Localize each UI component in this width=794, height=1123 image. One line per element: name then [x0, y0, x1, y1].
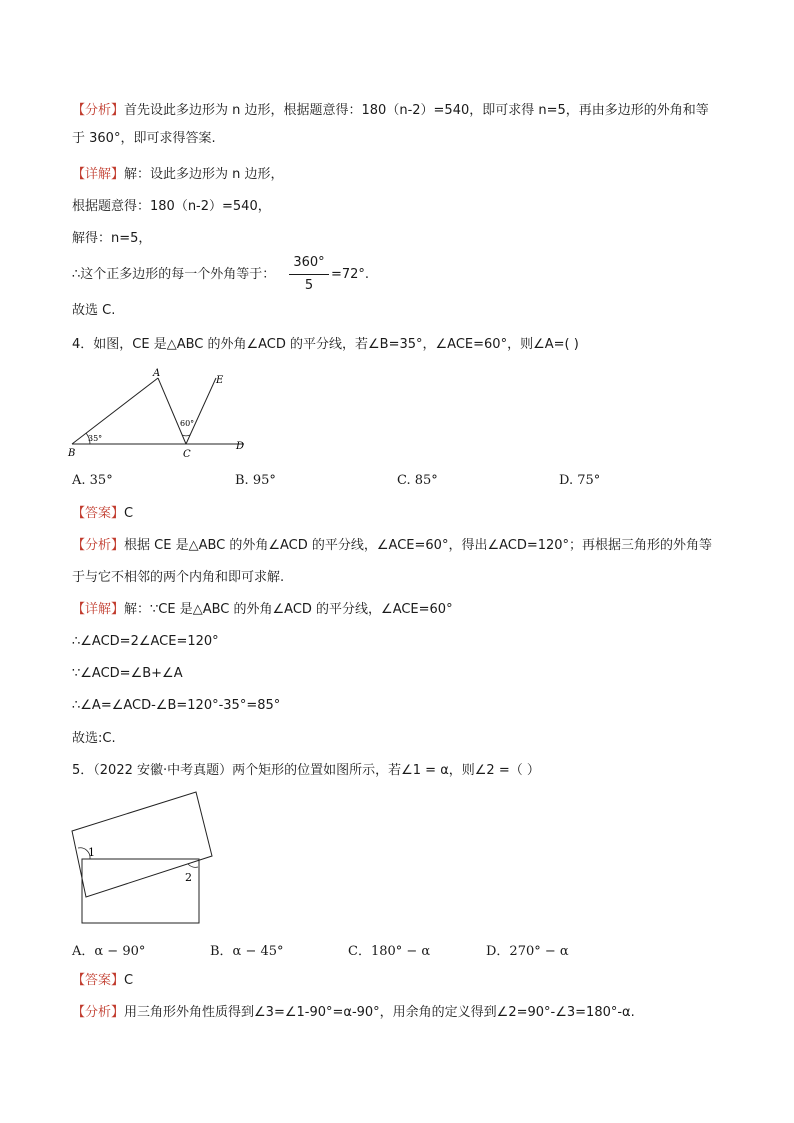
q5-stem: 5．（2022 安徽·中考真题）两个矩形的位置如图所示，若∠1 = α，则∠2 =（ ）	[72, 763, 540, 778]
q5-figure	[64, 786, 224, 930]
analysis-text-1: 首先设此多边形为 n 边形，根据题意得：180（n-2）=540，即可求得 n=5，再由多边形的外角和等	[124, 103, 709, 118]
q4-detail-text-1: 解：∵CE 是△ABC 的外角∠ACD 的平分线，∠ACE=60°	[124, 602, 453, 617]
q4-angle-c: 60°	[180, 419, 195, 428]
q4-analysis-text-1: 根据 CE 是△ABC 的外角∠ACD 的平分线，∠ACE=60°，得出∠ACD=120°；再根据三角形的外角等	[124, 538, 713, 553]
q4-answer-tag: 【答案】	[72, 506, 125, 521]
q4-analysis-1	[72, 537, 712, 555]
q5-option-a: A．α − 90°	[72, 944, 146, 959]
q4-analysis-tag: 【分析】	[72, 538, 125, 553]
q4-option-b: B. 95°	[235, 473, 276, 488]
q5-option-c: C．180° − α	[348, 944, 431, 959]
q4-option-c: C. 85°	[397, 473, 438, 488]
q4-detail-2: ∴∠ACD=2∠ACE=120°	[72, 634, 219, 649]
q4-detail-3: ∵∠ACD=∠B+∠A	[72, 666, 183, 681]
detail-line-4-post: =72°.	[331, 267, 370, 282]
q4-option-d: D. 75°	[559, 473, 601, 488]
analysis-line-2: 于 360°，即可求得答案.	[72, 131, 216, 146]
q5-analysis	[72, 1004, 635, 1022]
q4-stem: 4．如图，CE 是△ABC 的外角∠ACD 的平分线，若∠B=35°，∠ACE=60°，则∠A=( )	[72, 337, 579, 352]
detail-text-1: 解：设此多边形为 n 边形，	[124, 167, 284, 182]
detail-line-2: 根据题意得：180（n-2）=540，	[72, 199, 271, 214]
detail-line-3: 解得：n=5，	[72, 231, 152, 246]
q4-detail-4: ∴∠A=∠ACD-∠B=120°-35°=85°	[72, 698, 281, 713]
q5-answer	[72, 972, 133, 990]
q4-option-a: A. 35°	[72, 473, 113, 488]
q5-answer-tag: 【答案】	[72, 973, 125, 988]
q4-detail-1	[72, 601, 453, 619]
detail-tag: 【详解】	[72, 167, 125, 182]
q5-label-2: 2	[185, 871, 192, 884]
q5-analysis-tag: 【分析】	[72, 1005, 125, 1020]
q4-answer-value: C	[124, 506, 134, 521]
q5-analysis-text: 用三角形外角性质得到∠3=∠1-90°=α-90°，用余角的定义得到∠2=90°-∠3=180°-α.	[124, 1005, 635, 1020]
detail-line-4-pre: ∴这个正多边形的每一个外角等于：	[72, 267, 276, 282]
q4-label-e: E	[216, 375, 224, 386]
q4-label-d: D	[236, 441, 245, 452]
q4-figure	[64, 366, 260, 462]
q4-detail-tag: 【详解】	[72, 602, 125, 617]
q5-option-b: B．α − 45°	[210, 944, 284, 959]
q4-label-b: B	[68, 448, 76, 459]
fraction-denominator: 5	[304, 278, 314, 293]
analysis-tag: 【分析】	[72, 103, 125, 118]
q4-detail-5: 故选:C.	[72, 731, 116, 746]
q5-answer-value: C	[124, 973, 134, 988]
q4-analysis-2: 于与它不相邻的两个内角和即可求解.	[72, 570, 285, 585]
q5-option-d: D．270° − α	[486, 944, 569, 959]
q4-angle-b: 35°	[88, 434, 103, 443]
q5-label-1: 1	[88, 846, 95, 859]
q4-label-a: A	[153, 368, 161, 379]
fraction-numerator: 360°	[289, 254, 329, 275]
detail-line-1	[72, 166, 284, 184]
analysis-line-1	[72, 102, 709, 120]
detail-line-5: 故选 C.	[72, 303, 116, 318]
fraction	[289, 254, 329, 295]
q4-answer	[72, 505, 133, 523]
q4-label-c: C	[183, 449, 191, 460]
